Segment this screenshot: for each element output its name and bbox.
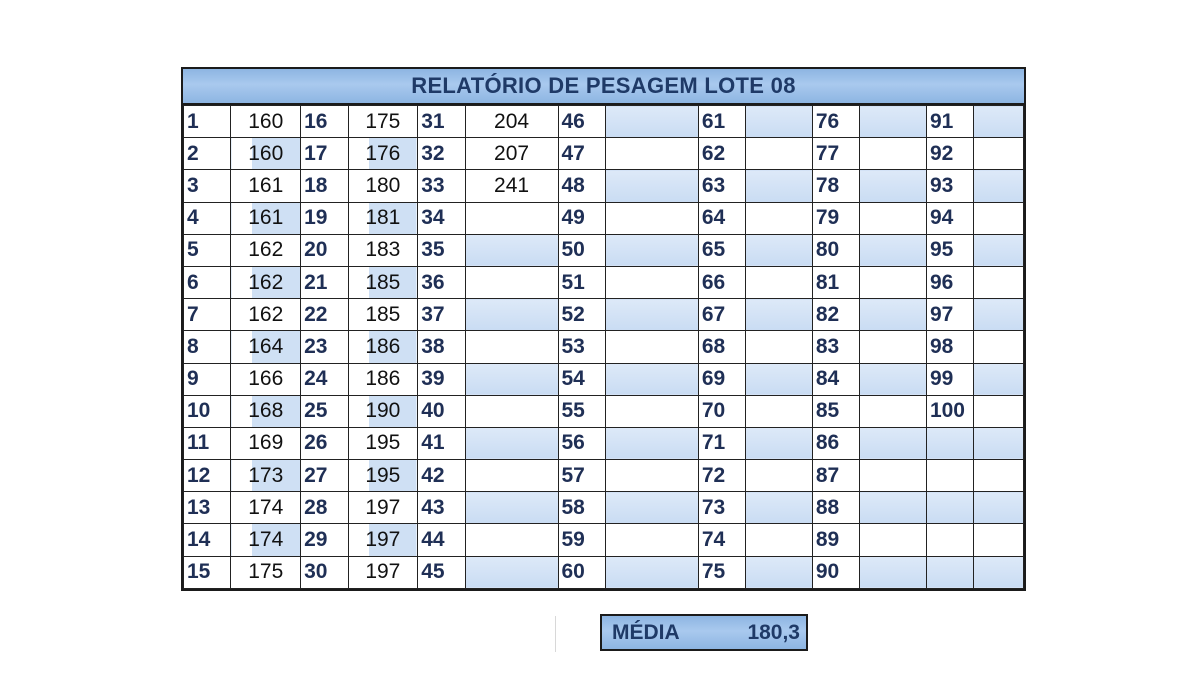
entry-weight: 183 — [348, 234, 418, 266]
entry-weight — [860, 524, 927, 556]
entry-weight: 169 — [231, 427, 301, 459]
entry-number: 6 — [184, 266, 231, 298]
entry-number: 20 — [301, 234, 348, 266]
entry-number: 68 — [698, 331, 745, 363]
entry-number: 14 — [184, 524, 231, 556]
entry-number: 52 — [558, 299, 605, 331]
entry-weight — [465, 202, 558, 234]
sheet-divider-line — [555, 616, 556, 652]
entry-weight — [860, 556, 927, 588]
entry-number: 85 — [812, 395, 859, 427]
entry-number: 88 — [812, 492, 859, 524]
entry-number: 17 — [301, 138, 348, 170]
entry-number: 81 — [812, 266, 859, 298]
entry-weight — [605, 234, 698, 266]
entry-number: 24 — [301, 363, 348, 395]
entry-number: 33 — [418, 170, 465, 202]
entry-weight — [605, 427, 698, 459]
entry-number: 77 — [812, 138, 859, 170]
entry-number: 38 — [418, 331, 465, 363]
entry-number: 2 — [184, 138, 231, 170]
entry-weight — [974, 395, 1024, 427]
entry-number: 42 — [418, 460, 465, 492]
weighing-report-sheet — [181, 67, 1026, 591]
entry-number: 91 — [926, 106, 973, 138]
entry-number: 3 — [184, 170, 231, 202]
entry-number: 21 — [301, 266, 348, 298]
entry-number: 94 — [926, 202, 973, 234]
grid-row — [184, 524, 1024, 556]
entry-weight: 161 — [231, 202, 301, 234]
grid-row — [184, 556, 1024, 588]
entry-number: 1 — [184, 106, 231, 138]
entry-number: 58 — [558, 492, 605, 524]
entry-weight — [974, 363, 1024, 395]
entry-weight — [974, 331, 1024, 363]
entry-number: 5 — [184, 234, 231, 266]
entry-weight: 160 — [231, 106, 301, 138]
entry-number: 73 — [698, 492, 745, 524]
entry-number: 60 — [558, 556, 605, 588]
entry-weight: 181 — [348, 202, 418, 234]
entry-weight — [860, 170, 927, 202]
entry-number: 96 — [926, 266, 973, 298]
entry-weight — [860, 106, 927, 138]
grid-row — [184, 395, 1024, 427]
entry-number: 82 — [812, 299, 859, 331]
entry-weight — [974, 492, 1024, 524]
entry-weight — [465, 524, 558, 556]
entry-number: 72 — [698, 460, 745, 492]
entry-weight — [465, 460, 558, 492]
entry-number: 84 — [812, 363, 859, 395]
entry-weight — [974, 460, 1024, 492]
entry-weight — [860, 492, 927, 524]
entry-weight — [605, 138, 698, 170]
entry-number: 26 — [301, 427, 348, 459]
entry-number: 97 — [926, 299, 973, 331]
entry-number: 74 — [698, 524, 745, 556]
entry-weight — [860, 138, 927, 170]
entry-weight: 197 — [348, 492, 418, 524]
entry-weight — [605, 395, 698, 427]
entry-number — [926, 524, 973, 556]
entry-number: 32 — [418, 138, 465, 170]
entry-weight: 176 — [348, 138, 418, 170]
entry-weight — [746, 299, 813, 331]
entry-number: 37 — [418, 299, 465, 331]
entry-number: 53 — [558, 331, 605, 363]
entry-weight — [746, 492, 813, 524]
entry-number: 23 — [301, 331, 348, 363]
entry-weight — [746, 106, 813, 138]
entry-weight: 204 — [465, 106, 558, 138]
entry-weight: 162 — [231, 234, 301, 266]
entry-number: 62 — [698, 138, 745, 170]
entry-number: 11 — [184, 427, 231, 459]
entry-weight: 186 — [348, 363, 418, 395]
entry-weight — [746, 556, 813, 588]
entry-number: 41 — [418, 427, 465, 459]
entry-number: 70 — [698, 395, 745, 427]
entry-weight — [605, 106, 698, 138]
entry-number: 44 — [418, 524, 465, 556]
entry-weight: 190 — [348, 395, 418, 427]
grid-row — [184, 234, 1024, 266]
entry-number: 18 — [301, 170, 348, 202]
entry-weight — [746, 524, 813, 556]
grid-row — [184, 202, 1024, 234]
entry-number: 45 — [418, 556, 465, 588]
entry-weight — [974, 202, 1024, 234]
entry-weight — [746, 427, 813, 459]
entry-weight — [860, 266, 927, 298]
entry-weight — [974, 138, 1024, 170]
entry-weight: 185 — [348, 266, 418, 298]
entry-weight — [465, 363, 558, 395]
entry-weight — [746, 234, 813, 266]
grid-row — [184, 460, 1024, 492]
entry-number: 79 — [812, 202, 859, 234]
entry-weight: 175 — [231, 556, 301, 588]
entry-weight — [605, 266, 698, 298]
entry-weight — [746, 266, 813, 298]
entry-weight — [974, 299, 1024, 331]
entry-weight — [465, 395, 558, 427]
entry-weight — [860, 427, 927, 459]
entry-weight — [746, 331, 813, 363]
entry-number: 51 — [558, 266, 605, 298]
grid-row — [184, 170, 1024, 202]
entry-weight: 185 — [348, 299, 418, 331]
entry-number: 36 — [418, 266, 465, 298]
entry-number: 90 — [812, 556, 859, 588]
entry-number: 71 — [698, 427, 745, 459]
entry-weight: 197 — [348, 524, 418, 556]
entry-weight — [860, 234, 927, 266]
entry-weight — [974, 556, 1024, 588]
entry-number: 95 — [926, 234, 973, 266]
entry-number: 54 — [558, 363, 605, 395]
grid-row — [184, 266, 1024, 298]
entry-weight — [860, 202, 927, 234]
entry-number: 57 — [558, 460, 605, 492]
entry-weight: 164 — [231, 331, 301, 363]
grid-row — [184, 363, 1024, 395]
entry-number: 75 — [698, 556, 745, 588]
entry-weight — [465, 234, 558, 266]
entry-weight: 161 — [231, 170, 301, 202]
entry-number: 83 — [812, 331, 859, 363]
entry-number: 63 — [698, 170, 745, 202]
entry-weight — [605, 492, 698, 524]
entry-number: 78 — [812, 170, 859, 202]
entry-weight: 175 — [348, 106, 418, 138]
entry-number: 50 — [558, 234, 605, 266]
entry-weight — [605, 331, 698, 363]
report-title: RELATÓRIO DE PESAGEM LOTE 08 — [183, 69, 1024, 105]
grid-row — [184, 427, 1024, 459]
entry-weight — [465, 427, 558, 459]
entry-weight — [465, 492, 558, 524]
entry-weight: 180 — [348, 170, 418, 202]
entry-weight — [465, 266, 558, 298]
grid-row — [184, 106, 1024, 138]
entry-weight — [860, 363, 927, 395]
entry-number: 55 — [558, 395, 605, 427]
entry-weight — [974, 170, 1024, 202]
entry-number: 66 — [698, 266, 745, 298]
entry-weight — [860, 299, 927, 331]
entry-weight: 195 — [348, 427, 418, 459]
entry-weight: 195 — [348, 460, 418, 492]
entry-weight: 173 — [231, 460, 301, 492]
entry-number: 61 — [698, 106, 745, 138]
entry-number: 99 — [926, 363, 973, 395]
entry-number: 31 — [418, 106, 465, 138]
entry-weight: 207 — [465, 138, 558, 170]
entry-number: 100 — [926, 395, 973, 427]
entry-number: 9 — [184, 363, 231, 395]
entry-weight — [605, 460, 698, 492]
entry-number: 12 — [184, 460, 231, 492]
entry-number: 46 — [558, 106, 605, 138]
entry-weight — [605, 170, 698, 202]
entry-number: 39 — [418, 363, 465, 395]
entry-number: 7 — [184, 299, 231, 331]
entry-weight — [465, 556, 558, 588]
entry-number: 49 — [558, 202, 605, 234]
entry-number: 15 — [184, 556, 231, 588]
entry-weight: 162 — [231, 266, 301, 298]
entry-weight — [605, 524, 698, 556]
entry-weight — [746, 202, 813, 234]
entry-weight — [974, 524, 1024, 556]
entry-number: 89 — [812, 524, 859, 556]
entry-number: 67 — [698, 299, 745, 331]
entry-weight — [605, 556, 698, 588]
entry-number: 65 — [698, 234, 745, 266]
entry-weight — [746, 363, 813, 395]
entry-weight — [605, 363, 698, 395]
entry-weight — [860, 395, 927, 427]
entry-number: 8 — [184, 331, 231, 363]
entry-weight: 166 — [231, 363, 301, 395]
entry-number: 13 — [184, 492, 231, 524]
entry-number: 34 — [418, 202, 465, 234]
entry-number: 30 — [301, 556, 348, 588]
entry-weight: 186 — [348, 331, 418, 363]
entry-number: 93 — [926, 170, 973, 202]
entry-number: 80 — [812, 234, 859, 266]
entry-number — [926, 460, 973, 492]
entry-weight: 197 — [348, 556, 418, 588]
entry-weight — [974, 266, 1024, 298]
weights-grid — [183, 105, 1024, 589]
entry-number: 86 — [812, 427, 859, 459]
entry-number: 43 — [418, 492, 465, 524]
entry-weight: 241 — [465, 170, 558, 202]
entry-weight: 160 — [231, 138, 301, 170]
grid-row — [184, 138, 1024, 170]
entry-number — [926, 556, 973, 588]
entry-weight: 174 — [231, 524, 301, 556]
entry-weight — [746, 460, 813, 492]
entry-number: 59 — [558, 524, 605, 556]
entry-number: 56 — [558, 427, 605, 459]
average-box — [600, 614, 808, 651]
entry-number: 4 — [184, 202, 231, 234]
entry-weight — [860, 331, 927, 363]
entry-number — [926, 492, 973, 524]
average-value: 180,3 — [747, 620, 800, 644]
entry-number: 28 — [301, 492, 348, 524]
average-label: MÉDIA — [612, 620, 680, 644]
entry-number: 69 — [698, 363, 745, 395]
grid-row — [184, 299, 1024, 331]
entry-weight — [974, 427, 1024, 459]
entry-weight — [860, 460, 927, 492]
entry-number: 76 — [812, 106, 859, 138]
entry-number: 29 — [301, 524, 348, 556]
entry-weight — [974, 234, 1024, 266]
entry-number: 92 — [926, 138, 973, 170]
entry-weight — [605, 299, 698, 331]
entry-number: 22 — [301, 299, 348, 331]
entry-number: 64 — [698, 202, 745, 234]
grid-row — [184, 331, 1024, 363]
entry-weight: 162 — [231, 299, 301, 331]
entry-number: 87 — [812, 460, 859, 492]
entry-weight — [465, 299, 558, 331]
entry-weight: 174 — [231, 492, 301, 524]
entry-number: 19 — [301, 202, 348, 234]
entry-weight — [746, 138, 813, 170]
entry-weight: 168 — [231, 395, 301, 427]
entry-number: 16 — [301, 106, 348, 138]
entry-weight — [746, 395, 813, 427]
entry-weight — [974, 106, 1024, 138]
entry-number: 25 — [301, 395, 348, 427]
grid-row — [184, 492, 1024, 524]
entry-weight — [465, 331, 558, 363]
entry-number: 47 — [558, 138, 605, 170]
entry-number: 27 — [301, 460, 348, 492]
entry-weight — [605, 202, 698, 234]
entry-number — [926, 427, 973, 459]
entry-weight — [746, 170, 813, 202]
entry-number: 10 — [184, 395, 231, 427]
entry-number: 98 — [926, 331, 973, 363]
entry-number: 35 — [418, 234, 465, 266]
entry-number: 48 — [558, 170, 605, 202]
entry-number: 40 — [418, 395, 465, 427]
